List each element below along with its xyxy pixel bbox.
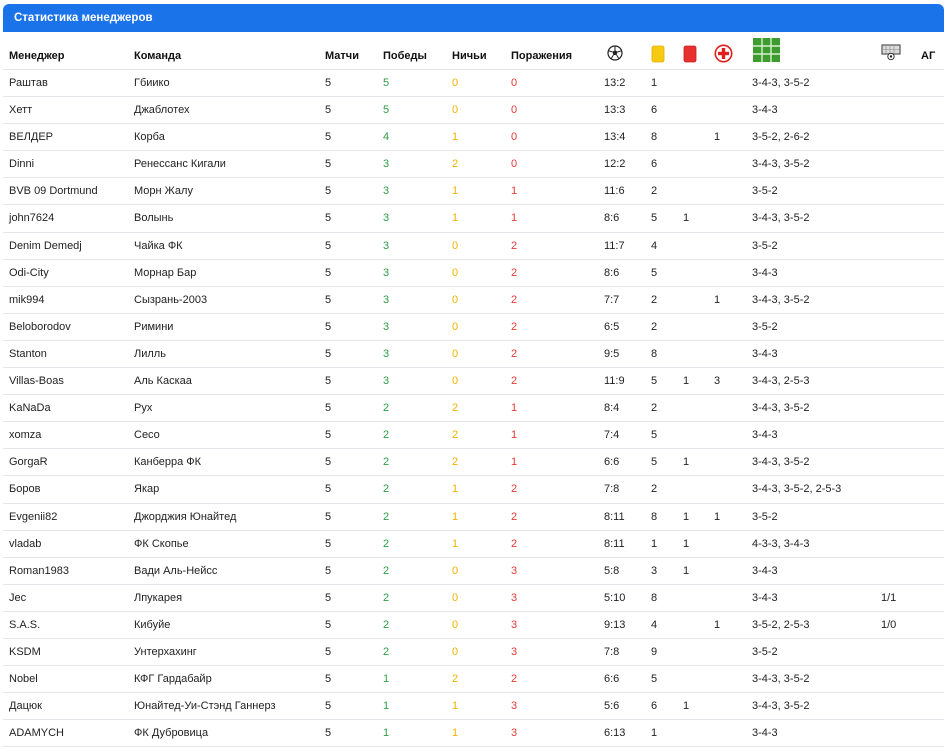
wins-count: 3 [383, 266, 390, 279]
formations-list: 3-4-3, 3-5-2 [752, 158, 810, 171]
draws-count: 1 [452, 483, 459, 496]
draws-count: 2 [452, 158, 459, 171]
matches-count: 5 [325, 185, 332, 198]
formations-list: 3-4-3, 3-5-2 [752, 77, 810, 89]
draws-count: 0 [452, 645, 459, 658]
manager-name[interactable]: ВЕЛДЕР [9, 131, 54, 144]
injuries-count: 1 [714, 510, 721, 523]
draws-count: 0 [452, 239, 459, 252]
matches-count: 5 [325, 510, 332, 523]
wins-count: 2 [383, 537, 390, 550]
team-name[interactable]: Чайка ФК [134, 239, 183, 252]
goals-score: 6:5 [604, 320, 620, 333]
manager-name[interactable]: Боров [9, 483, 41, 496]
yellow-cards-count: 8 [651, 591, 658, 604]
table-row[interactable] [3, 233, 944, 260]
goals-score: 11:7 [604, 239, 625, 252]
yellow-cards-count: 3 [651, 564, 658, 577]
formations-list: 3-4-3, 3-5-2 [752, 212, 810, 225]
losses-count: 0 [511, 104, 518, 117]
draws-count: 0 [452, 293, 459, 306]
yellow-cards-count: 8 [651, 347, 658, 360]
yellow-cards-count: 1 [651, 77, 658, 89]
losses-count: 2 [511, 375, 518, 388]
table-row[interactable] [3, 558, 944, 585]
formations-list: 3-5-2 [752, 239, 778, 252]
table-row[interactable] [3, 612, 944, 639]
team-name[interactable]: Ренессанс Кигали [134, 158, 226, 171]
formations-list: 3-4-3 [752, 266, 778, 279]
losses-count: 1 [511, 212, 518, 225]
wins-count: 3 [383, 185, 390, 198]
manager-name[interactable]: BVB 09 Dortmund [9, 185, 98, 198]
formations-list: 3-4-3 [752, 429, 778, 442]
team-name[interactable]: Рух [134, 402, 153, 415]
wins-count: 4 [383, 131, 390, 144]
team-name[interactable]: ФК Скопье [134, 537, 189, 550]
losses-count: 1 [511, 185, 518, 198]
goals-score: 9:13 [604, 618, 626, 631]
team-name[interactable]: Лилль [134, 347, 166, 360]
yellow-cards-count: 2 [651, 402, 658, 415]
draws-count: 0 [452, 266, 459, 279]
table-row[interactable] [3, 476, 944, 503]
yellow-cards-count: 4 [651, 239, 658, 252]
formations-list: 3-4-3, 2-5-3 [752, 375, 810, 388]
wins-count: 2 [383, 483, 390, 496]
goals-score: 6:6 [604, 673, 620, 686]
manager-name[interactable]: KSDM [9, 645, 41, 658]
matches-count: 5 [325, 347, 332, 360]
table-row[interactable] [3, 449, 944, 476]
ag-value: 1/1 [881, 591, 897, 604]
losses-count: 1 [511, 429, 518, 442]
soccer-ball-icon[interactable] [607, 45, 623, 61]
formations-list: 3-4-3, 3-5-2, 2-5-3 [752, 483, 842, 496]
yellow-cards-count: 5 [651, 673, 658, 686]
team-name[interactable]: Кибуйе [134, 618, 171, 631]
wins-count: 2 [383, 618, 390, 631]
manager-name[interactable]: Odi-City [9, 266, 49, 279]
manager-name[interactable]: Jec [9, 591, 27, 604]
losses-count: 1 [511, 456, 518, 469]
draws-count: 1 [452, 131, 459, 144]
matches-count: 5 [325, 320, 332, 333]
draws-count: 1 [452, 727, 459, 740]
team-name[interactable]: Морн Жалу [134, 185, 193, 198]
team-name[interactable]: Юнайтед-Уи-Стэнд Ганнерз [134, 700, 276, 713]
table-row[interactable] [3, 314, 944, 341]
table-row[interactable] [3, 666, 944, 693]
draws-count: 0 [452, 564, 459, 577]
formations-list: 3-4-3, 3-5-2 [752, 456, 810, 469]
manager-name[interactable]: KaNaDa [9, 402, 51, 415]
formations-list: 3-4-3 [752, 104, 778, 117]
formations-list: 3-5-2 [752, 510, 778, 523]
losses-count: 2 [511, 293, 518, 306]
yellow-cards-count: 5 [651, 456, 658, 469]
draws-count: 0 [452, 347, 459, 360]
matches-count: 5 [325, 293, 332, 306]
losses-count: 3 [511, 700, 518, 713]
wins-count: 2 [383, 456, 390, 469]
wins-count: 1 [383, 700, 390, 713]
formations-list: 3-5-2 [752, 185, 778, 198]
losses-count: 2 [511, 483, 518, 496]
injuries-count: 3 [714, 375, 721, 388]
table-row[interactable] [3, 205, 944, 232]
matches-count: 5 [325, 266, 332, 279]
draws-count: 0 [452, 375, 459, 388]
goals-score: 7:8 [604, 645, 620, 658]
formation-grid-icon[interactable] [753, 38, 780, 62]
team-name[interactable]: Джорджия Юнайтед [134, 510, 237, 523]
goals-score: 7:7 [604, 293, 620, 306]
manager-name[interactable]: Villas-Boas [9, 375, 64, 388]
draws-count: 2 [452, 673, 459, 686]
table-row[interactable] [3, 341, 944, 368]
wins-count: 3 [383, 375, 390, 388]
goals-score: 7:8 [604, 483, 620, 496]
draws-count: 0 [452, 320, 459, 333]
yellow-cards-count: 8 [651, 131, 658, 144]
table-row[interactable] [3, 395, 944, 422]
formations-list: 3-4-3 [752, 727, 778, 740]
goals-score: 13:3 [604, 104, 626, 117]
team-name[interactable]: ФК Дубровица [134, 727, 209, 740]
matches-count: 5 [325, 402, 332, 415]
draws-count: 2 [452, 456, 459, 469]
wins-count: 2 [383, 402, 390, 415]
goals-score: 8:11 [604, 510, 625, 523]
matches-count: 5 [325, 645, 332, 658]
manager-name[interactable]: Stanton [9, 347, 47, 360]
manager-name[interactable]: Beloborodov [9, 320, 71, 333]
team-name[interactable]: Римини [134, 320, 174, 333]
losses-count: 3 [511, 618, 518, 631]
yellow-card-icon[interactable] [651, 45, 665, 63]
draws-count: 0 [452, 618, 459, 631]
team-name[interactable]: Вади Аль-Нейсс [134, 564, 218, 577]
matches-count: 5 [325, 375, 332, 388]
table-row[interactable] [3, 70, 944, 97]
formations-list: 3-4-3 [752, 591, 778, 604]
widget-title: Статистика менеджеров [3, 4, 944, 32]
manager-name[interactable]: Denim Demedj [9, 239, 82, 252]
yellow-cards-count: 6 [651, 700, 658, 713]
goals-score: 11:6 [604, 185, 625, 198]
wins-count: 5 [383, 77, 390, 89]
matches-count: 5 [325, 429, 332, 442]
red-cards-count: 1 [683, 700, 690, 713]
team-name[interactable]: Волынь [134, 212, 174, 225]
draws-count: 1 [452, 510, 459, 523]
wins-count: 2 [383, 510, 390, 523]
draws-count: 0 [452, 591, 459, 604]
goal-net-icon[interactable] [881, 44, 901, 61]
yellow-cards-count: 2 [651, 293, 658, 306]
ag-value: 1/0 [881, 618, 897, 631]
draws-count: 2 [452, 429, 459, 442]
goals-score: 13:2 [604, 77, 626, 89]
draws-count: 1 [452, 212, 459, 225]
manager-name[interactable]: ADAMYCH [9, 727, 65, 740]
goals-score: 8:6 [604, 212, 620, 225]
header-manager[interactable]: Менеджер [9, 50, 65, 62]
yellow-cards-count: 2 [651, 320, 658, 333]
manager-name[interactable]: Evgenii82 [9, 510, 58, 523]
manager-name[interactable]: Nobel [9, 673, 38, 686]
header-losses[interactable]: Поражения [511, 50, 573, 62]
goals-score: 5:10 [604, 591, 626, 604]
red-cards-count: 1 [683, 510, 690, 523]
formations-list: 3-4-3 [752, 564, 778, 577]
losses-count: 3 [511, 564, 518, 577]
losses-count: 3 [511, 591, 518, 604]
formations-list: 3-5-2, 2-5-3 [752, 618, 810, 631]
team-name[interactable]: Джаблотех [134, 104, 190, 117]
table-row[interactable] [3, 693, 944, 720]
matches-count: 5 [325, 591, 332, 604]
matches-count: 5 [325, 727, 332, 740]
table-row[interactable] [3, 178, 944, 205]
wins-count: 3 [383, 158, 390, 171]
wins-count: 2 [383, 645, 390, 658]
goals-score: 8:11 [604, 537, 625, 550]
team-name[interactable]: Канберра ФК [134, 456, 202, 469]
goals-score: 8:6 [604, 266, 620, 279]
losses-count: 3 [511, 727, 518, 740]
table-row[interactable] [3, 124, 944, 151]
team-name[interactable]: КФГ Гардабайр [134, 673, 212, 686]
losses-count: 3 [511, 645, 518, 658]
wins-count: 2 [383, 429, 390, 442]
yellow-cards-count: 5 [651, 266, 658, 279]
wins-count: 3 [383, 347, 390, 360]
yellow-cards-count: 5 [651, 429, 658, 442]
wins-count: 3 [383, 239, 390, 252]
team-name[interactable]: Морнар Бар [134, 266, 197, 279]
losses-count: 2 [511, 320, 518, 333]
header-team[interactable]: Команда [134, 50, 182, 62]
matches-count: 5 [325, 456, 332, 469]
wins-count: 3 [383, 293, 390, 306]
wins-count: 1 [383, 673, 390, 686]
goals-score: 6:6 [604, 456, 620, 469]
goals-score: 12:2 [604, 158, 626, 171]
table-row[interactable] [3, 720, 944, 747]
formations-list: 3-4-3, 3-5-2 [752, 293, 810, 306]
header-wins[interactable]: Победы [383, 50, 427, 62]
goals-score: 5:6 [604, 700, 620, 713]
goals-score: 9:5 [604, 347, 620, 360]
matches-count: 5 [325, 618, 332, 631]
manager-name[interactable]: Раштав [9, 77, 48, 89]
table-row[interactable] [3, 260, 944, 287]
medical-cross-icon[interactable] [714, 44, 733, 63]
formations-list: 3-4-3, 3-5-2 [752, 402, 810, 415]
manager-name[interactable]: xomza [9, 429, 42, 442]
manager-name[interactable]: Хетт [9, 104, 33, 117]
matches-count: 5 [325, 239, 332, 252]
losses-count: 1 [511, 402, 518, 415]
losses-count: 2 [511, 510, 518, 523]
red-cards-count: 1 [683, 456, 690, 469]
team-name[interactable]: Унтерхахинг [134, 645, 197, 658]
manager-name[interactable]: mik994 [9, 293, 45, 306]
yellow-cards-count: 9 [651, 645, 658, 658]
wins-count: 2 [383, 591, 390, 604]
yellow-cards-count: 4 [651, 618, 658, 631]
injuries-count: 1 [714, 131, 721, 144]
team-name[interactable]: Якар [134, 483, 160, 496]
table-row[interactable] [3, 151, 944, 178]
table-row[interactable] [3, 97, 944, 124]
matches-count: 5 [325, 537, 332, 550]
draws-count: 1 [452, 700, 459, 713]
team-name[interactable]: Сызрань-2003 [134, 293, 208, 306]
wins-count: 5 [383, 104, 390, 117]
matches-count: 5 [325, 673, 332, 686]
wins-count: 3 [383, 320, 390, 333]
injuries-count: 1 [714, 293, 721, 306]
matches-count: 5 [325, 564, 332, 577]
table-row[interactable] [3, 639, 944, 666]
manager-name[interactable]: vladab [9, 537, 42, 550]
losses-count: 2 [511, 239, 518, 252]
table-header [3, 33, 944, 70]
table-row[interactable] [3, 287, 944, 314]
matches-count: 5 [325, 700, 332, 713]
draws-count: 2 [452, 402, 459, 415]
table-row[interactable] [3, 531, 944, 558]
red-cards-count: 1 [683, 212, 690, 225]
losses-count: 0 [511, 77, 518, 89]
injuries-count: 1 [714, 618, 721, 631]
goals-score: 6:13 [604, 727, 626, 740]
table-row[interactable] [3, 504, 944, 531]
red-card-icon[interactable] [683, 45, 697, 63]
matches-count: 5 [325, 158, 332, 171]
table-row[interactable] [3, 422, 944, 449]
formations-list: 3-4-3 [752, 347, 778, 360]
draws-count: 0 [452, 77, 459, 89]
draws-count: 1 [452, 185, 459, 198]
team-name[interactable]: Корба [134, 131, 165, 144]
formations-list: 4-3-3, 3-4-3 [752, 537, 810, 550]
yellow-cards-count: 5 [651, 212, 658, 225]
formations-list: 3-4-3, 3-5-2 [752, 673, 810, 686]
formations-list: 3-5-2 [752, 645, 778, 658]
yellow-cards-count: 5 [651, 375, 658, 388]
goals-score: 5:8 [604, 564, 620, 577]
yellow-cards-count: 2 [651, 483, 658, 496]
goals-score: 8:4 [604, 402, 620, 415]
losses-count: 2 [511, 266, 518, 279]
goals-score: 7:4 [604, 429, 620, 442]
losses-count: 2 [511, 347, 518, 360]
header-ag[interactable]: АГ [921, 50, 936, 62]
matches-count: 5 [325, 483, 332, 496]
table-body [3, 70, 944, 747]
formations-list: 3-5-2, 2-6-2 [752, 131, 810, 144]
matches-count: 5 [325, 212, 332, 225]
header-draws[interactable]: Ничьи [452, 50, 487, 62]
manager-name[interactable]: S.A.S. [9, 618, 41, 631]
team-name[interactable]: Сесо [134, 429, 160, 442]
draws-count: 0 [452, 104, 459, 117]
team-name[interactable]: Гбиико [134, 77, 170, 89]
manager-name[interactable]: GorgaR [9, 456, 48, 469]
matches-count: 5 [325, 104, 332, 117]
header-matches[interactable]: Матчи [325, 50, 359, 62]
manager-name[interactable]: Dinni [9, 158, 35, 171]
losses-count: 2 [511, 537, 518, 550]
matches-count: 5 [325, 131, 332, 144]
draws-count: 1 [452, 537, 459, 550]
wins-count: 1 [383, 727, 390, 740]
yellow-cards-count: 1 [651, 537, 658, 550]
manager-name[interactable]: john7624 [9, 212, 55, 225]
table-row[interactable] [3, 368, 944, 395]
yellow-cards-count: 6 [651, 158, 658, 171]
formations-list: 3-4-3, 3-5-2 [752, 700, 810, 713]
losses-count: 0 [511, 131, 518, 144]
yellow-cards-count: 8 [651, 510, 658, 523]
matches-count: 5 [325, 77, 332, 89]
goals-score: 13:4 [604, 131, 626, 144]
manager-stats-widget [3, 4, 944, 749]
table-row[interactable] [3, 585, 944, 612]
formations-list: 3-5-2 [752, 320, 778, 333]
manager-name[interactable]: Roman1983 [9, 564, 69, 577]
red-cards-count: 1 [683, 375, 690, 388]
goals-score: 11:9 [604, 375, 625, 388]
manager-name[interactable]: Дацюк [9, 700, 42, 713]
yellow-cards-count: 1 [651, 727, 658, 740]
team-name[interactable]: Лпукарея [134, 591, 183, 604]
yellow-cards-count: 2 [651, 185, 658, 198]
red-cards-count: 1 [683, 564, 690, 577]
wins-count: 2 [383, 564, 390, 577]
red-cards-count: 1 [683, 537, 690, 550]
losses-count: 2 [511, 673, 518, 686]
team-name[interactable]: Аль Каскаа [134, 375, 192, 388]
losses-count: 0 [511, 158, 518, 171]
wins-count: 3 [383, 212, 390, 225]
yellow-cards-count: 6 [651, 104, 658, 117]
